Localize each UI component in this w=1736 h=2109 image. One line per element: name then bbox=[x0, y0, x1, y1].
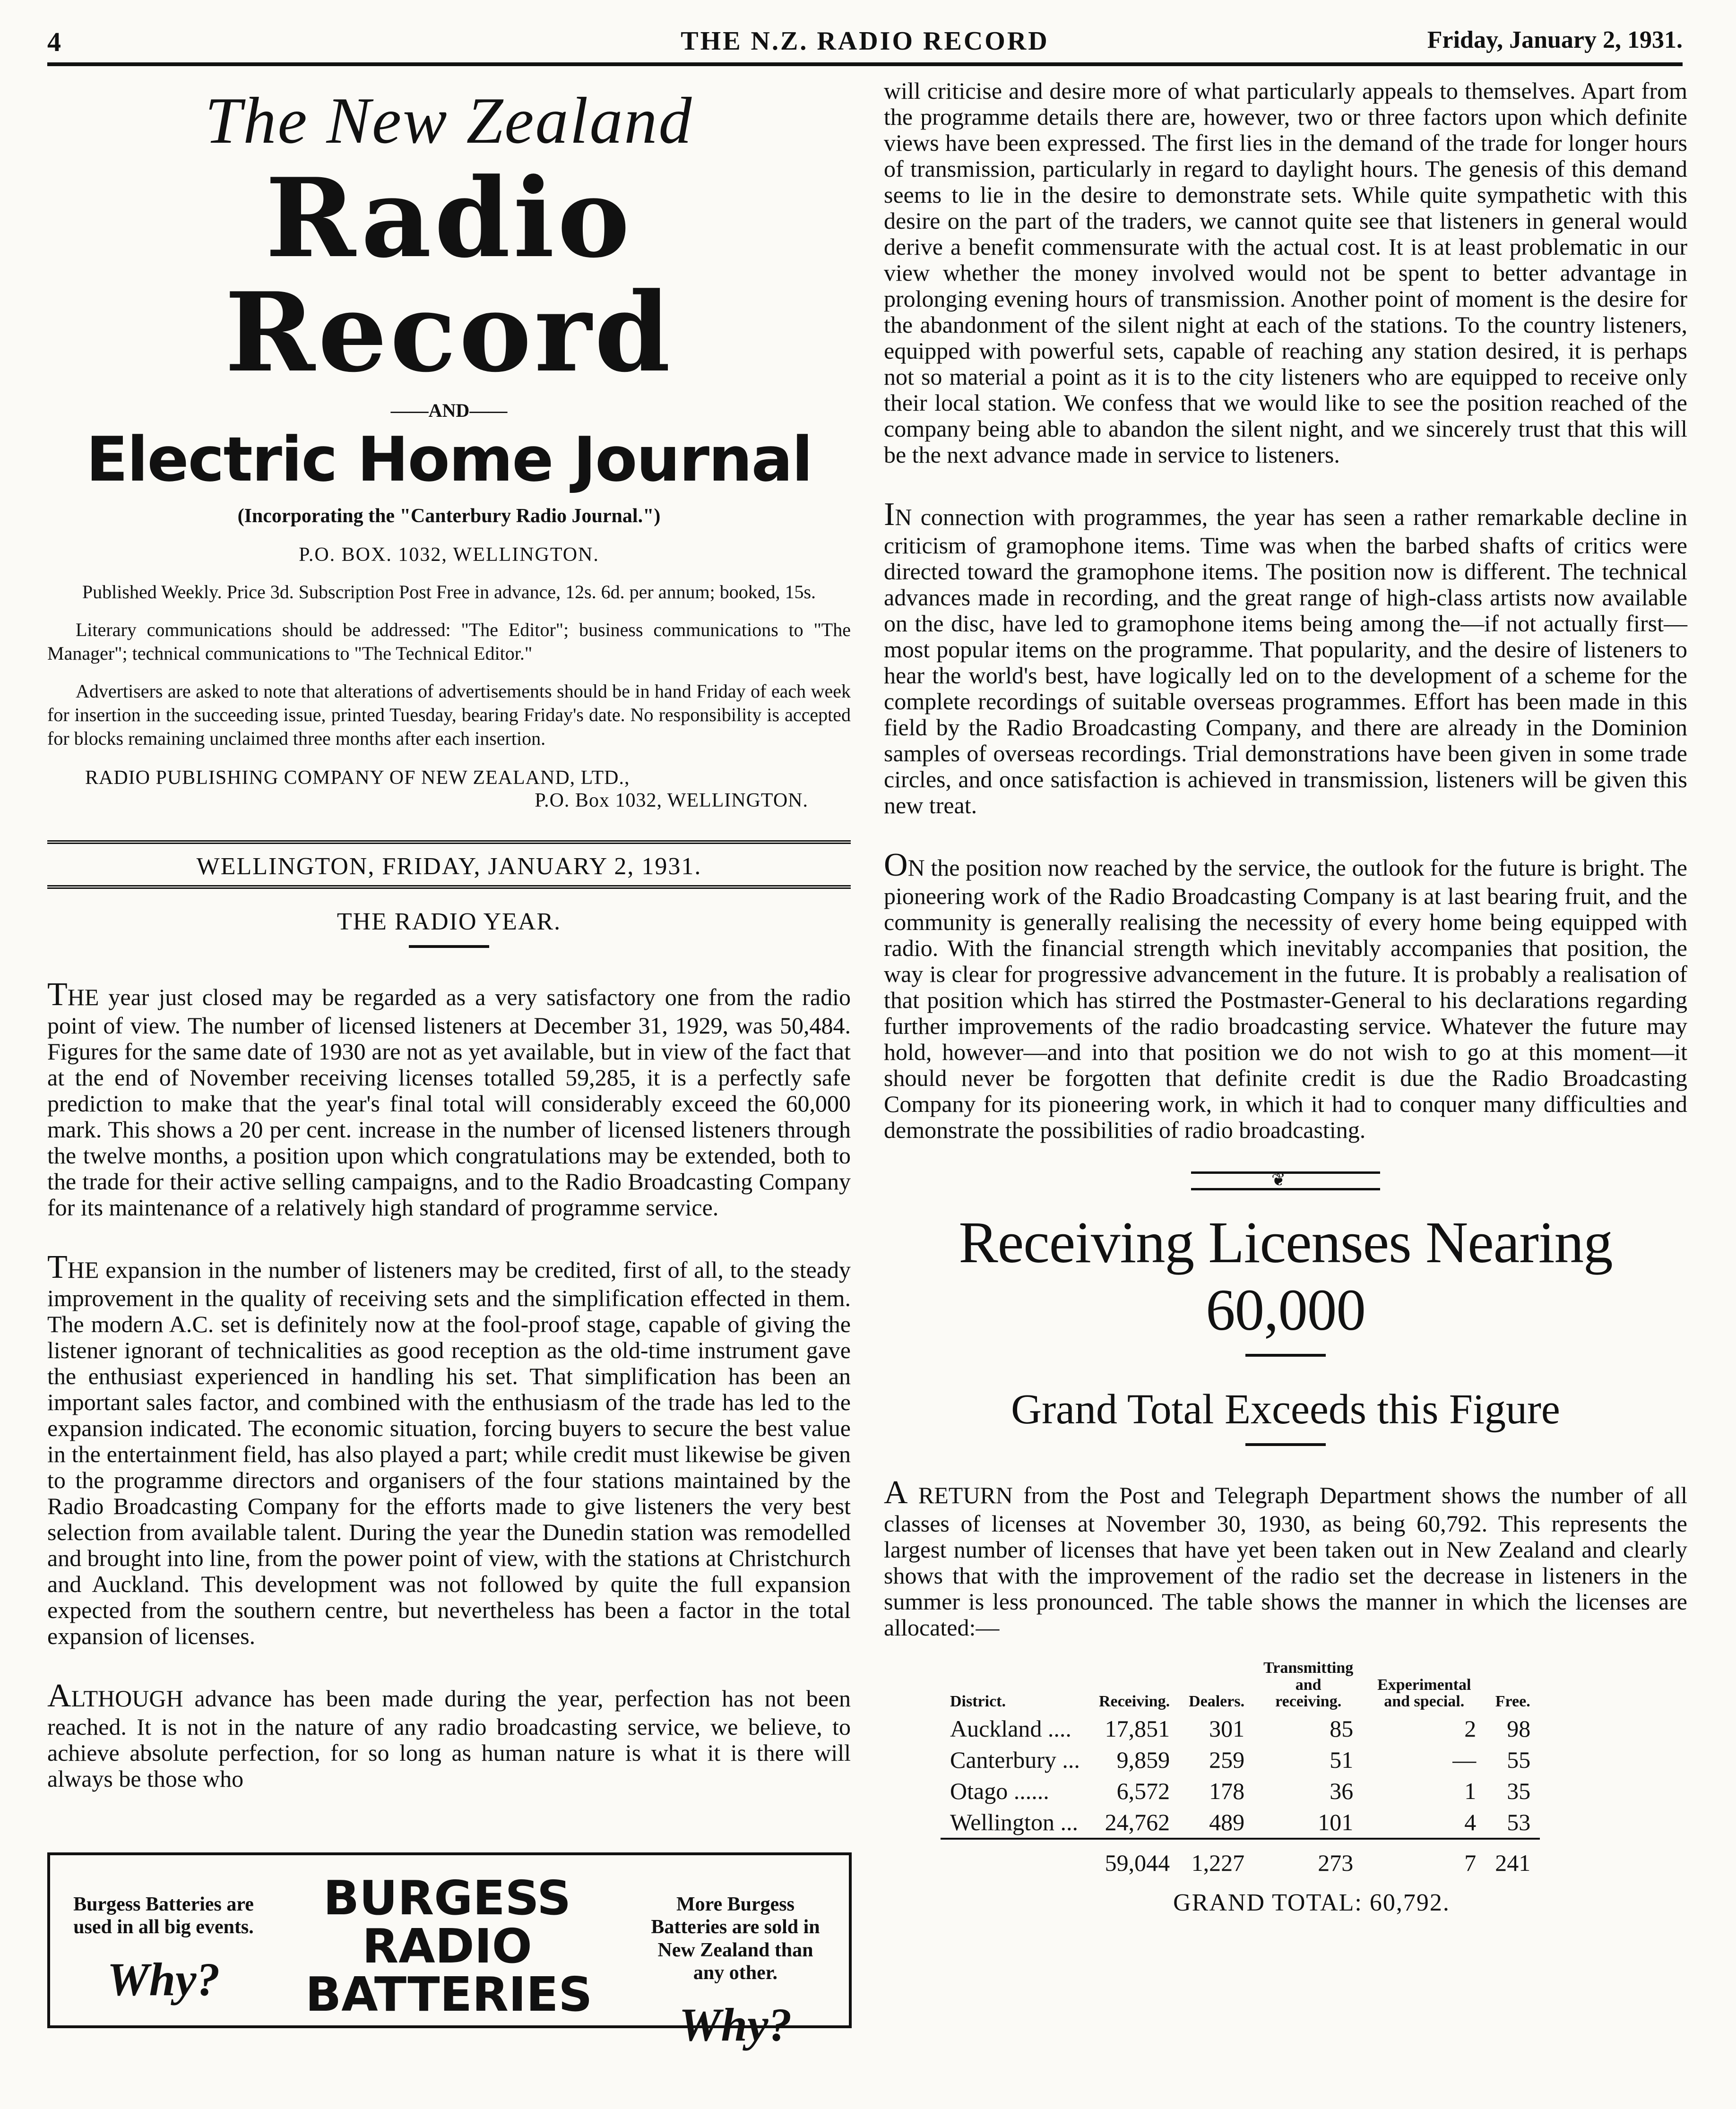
publisher-address: P.O. Box 1032, WELLINGTON. bbox=[535, 790, 808, 811]
ad-right-text: More Burgess Batteries are sold in New Zealand than any other. bbox=[651, 1894, 820, 1984]
paragraph-6 bbox=[884, 847, 1687, 1143]
table-row bbox=[941, 1744, 1540, 1775]
paragraph-4: will criticise and desire more of what particularly appeals to themselves. Apart from the programme details there are, however, two or three factors upon which definite views have been expressed. The first lies in the demand of the trade for longer hours of transmission, particularly in regard to daylight hours. The genesis of this demand seems to lie in the desire to demonstrate sets. While quite sympathetic with this desire on the part of the traders, we cannot quite see that listeners in general would derive a benefit commensurate with the actual cost. It is at least problematic in our view whether the money involved would not be spent to better advantage in prolonging evening hours of transmission. Another point of moment is the desire for the abandonment of the silent night at each of the stations. To the country listeners, equipped with powerful sets, capable of reaching any station desired, it is perhaps not so material a point as it is to the city listeners who are equipped to receive only their local station. We confess that we would like to see the position reached of the company being able to abandon the silent night, and we sincerely trust that this will be the next advance made in service to listeners. bbox=[884, 77, 1687, 468]
col-transmitting: Transmitting and receiving. bbox=[1263, 1659, 1354, 1711]
table-cell: 7 bbox=[1363, 1839, 1486, 1878]
advertisers-notice bbox=[47, 680, 851, 750]
drop-cap: A bbox=[884, 1474, 908, 1511]
ad-right-why: Why? bbox=[679, 1998, 792, 2051]
table-cell: 241 bbox=[1486, 1839, 1540, 1878]
table-cell: 35 bbox=[1507, 1778, 1531, 1805]
paragraph-text: RETURN from the Post and Telegraph Department shows the number of all classes of licenses at November 30, 1930, as being 60,792. This represents the largest number of licenses that have yet been taken out in New Zealand and clearly shows that with the improvement of the radio set the decrease in listeners in the summer is less pronounced. The table shows the manner in which the licenses are allocated:— bbox=[884, 1482, 1687, 1641]
table-cell: — bbox=[1452, 1747, 1477, 1773]
communications-notice bbox=[47, 618, 851, 665]
table-row bbox=[941, 1775, 1540, 1807]
drop-cap: T bbox=[47, 976, 68, 1013]
table-cell: Wellington ... bbox=[950, 1809, 1078, 1836]
drop-cap: A bbox=[47, 1678, 71, 1714]
col-free: Free. bbox=[1495, 1693, 1530, 1711]
ad-left-text: Burgess Batteries are used in all big events. bbox=[73, 1894, 254, 1938]
paragraph-2 bbox=[47, 1249, 851, 1649]
masthead-and: ——AND—— bbox=[390, 400, 508, 421]
running-head bbox=[47, 21, 1683, 64]
table-cell: Otago ...... bbox=[950, 1778, 1049, 1805]
licenses-table bbox=[884, 1660, 1687, 1917]
table-cell: 1 bbox=[1464, 1778, 1477, 1805]
ad-brand-radio: RADIO bbox=[362, 1919, 532, 1974]
paragraph-text: HE year just closed may be regarded as a very satisfactory one from the radio point of view. The number of licensed listeners at December 31, 1929, was 50,484. Figures for the same date of 1930 are not as yet available, but in view of the fact that at the end of November receiving licenses totalled 59,285, it is a perfectly safe prediction to make that the year's final total will considerably exceed the 60,000 mark. This shows a 20 per cent. increase in the number of licensed listeners through the twelve months, a position upon which congratulations may be extended, both to the trade for their active selling campaigns, and to the Radio Broadcasting Company for its maintenance of a relatively high standard of programme service. bbox=[47, 984, 851, 1221]
col-district: District. bbox=[950, 1693, 1006, 1711]
masthead-po-box: P.O. BOX. 1032, WELLINGTON. bbox=[299, 544, 599, 566]
ad-left-why: Why? bbox=[107, 1953, 220, 2006]
masthead bbox=[47, 83, 851, 566]
article-body-right bbox=[884, 78, 1687, 1143]
table-cell: Canterbury ... bbox=[950, 1747, 1080, 1773]
table-cell bbox=[941, 1839, 1089, 1878]
ad-brand: BURGESS bbox=[323, 1870, 571, 1926]
ad-right-panel bbox=[641, 1893, 830, 2052]
table-cell: 1,227 bbox=[1179, 1839, 1254, 1878]
masthead-radio-record: Radio Record bbox=[225, 155, 674, 396]
table-cell: 2 bbox=[1464, 1715, 1477, 1742]
table-cell: Auckland .... bbox=[950, 1715, 1071, 1742]
publication-name: THE N.Z. RADIO RECORD bbox=[681, 26, 1049, 56]
paragraph-1 bbox=[47, 976, 851, 1221]
title-rule bbox=[409, 945, 489, 948]
drop-cap: I bbox=[884, 496, 895, 533]
publisher-name: RADIO PUBLISHING COMPANY OF NEW ZEALAND, LTD., bbox=[85, 767, 630, 789]
licenses-paragraph bbox=[884, 1474, 1687, 1641]
grand-total: GRAND TOTAL: 60,792. bbox=[1173, 1889, 1450, 1917]
dateline: WELLINGTON, FRIDAY, JANUARY 2, 1931. bbox=[47, 840, 851, 889]
table-cell: 98 bbox=[1507, 1715, 1531, 1742]
right-column bbox=[884, 78, 1687, 1917]
advertisers-text: Advertisers are asked to note that alterations of advertisements should be in hand Friday of each week for insertion in the succeeding issue, printed Tuesday, bearing Friday's date. No responsibility is accepted for blocks remaining unclaimed three months after each insertion. bbox=[47, 680, 851, 749]
table-cell: 301 bbox=[1209, 1715, 1245, 1742]
table-cell: 4 bbox=[1464, 1809, 1477, 1836]
table-cell: 59,044 bbox=[1089, 1839, 1179, 1878]
table-header-row bbox=[941, 1660, 1540, 1713]
article-title: THE RADIO YEAR. bbox=[337, 908, 561, 935]
table-row bbox=[941, 1713, 1540, 1744]
ad-brand-batteries: BATTERIES bbox=[305, 1967, 593, 2022]
drop-cap: T bbox=[47, 1249, 68, 1285]
table-cell: 24,762 bbox=[1105, 1809, 1170, 1836]
table-cell: 6,572 bbox=[1116, 1778, 1170, 1805]
table-cell: 178 bbox=[1209, 1778, 1245, 1805]
table-row bbox=[941, 1807, 1540, 1839]
col-receiving: Receiving. bbox=[1098, 1693, 1170, 1711]
headline-rule bbox=[1245, 1354, 1326, 1357]
ad-center-logo bbox=[305, 1870, 593, 2022]
subscription-notice: Published Weekly. Price 3d. Subscription Post Free in advance, 12s. 6d. per annum; booked, 15s. bbox=[82, 581, 816, 603]
table-totals-row bbox=[941, 1839, 1540, 1878]
table-cell: 17,851 bbox=[1105, 1715, 1170, 1742]
table-cell: 36 bbox=[1330, 1778, 1354, 1805]
table-cell: 259 bbox=[1209, 1747, 1245, 1773]
burgess-advertisement bbox=[47, 1852, 852, 2051]
licenses-headline: Receiving Licenses Nearing 60,000 bbox=[959, 1210, 1613, 1343]
drop-cap: O bbox=[884, 847, 908, 883]
paragraph-text: LTHOUGH advance has been made during the year, perfection has not been reached. It is not in the nature of any radio broadcasting service, we believe, to achieve absolute perfection, for so long as human nature is what it is there will always be those who bbox=[47, 1685, 851, 1792]
subhead-rule bbox=[1245, 1443, 1326, 1446]
table-cell: 51 bbox=[1330, 1747, 1354, 1773]
table-cell: 9,859 bbox=[1116, 1747, 1170, 1773]
table-cell: 489 bbox=[1209, 1809, 1245, 1836]
table-cell: 55 bbox=[1507, 1747, 1531, 1773]
table-cell: 53 bbox=[1507, 1809, 1531, 1836]
paragraph-text: N the position now reached by the service, the outlook for the future is bright. The pioneering work of the Radio Broadcasting Company is at last bearing fruit, and the community is generally realising the necessity of every home being equipped with radio. With the financial strength which inevitably accompanies that position, the way is clear for progressive advancement in the future. It is probably a realisation of that position which has stirred the Postmaster-General to his declarations regarding further improvements of the radio broadcasting service. Whatever the future may hold, however—and into that position we do not wish to go at this moment—it should never be forgotten that definite credit is due the Radio Broadcasting Company for its pioneering work, in which it had to conquer many difficulties and demonstrate the possibilities of radio broadcasting. bbox=[884, 854, 1687, 1143]
communications-text: Literary communications should be addressed: "The Editor"; business communications to "The Manager"; technical communications to "The Technical Editor." bbox=[47, 619, 851, 664]
table-cell: 85 bbox=[1330, 1715, 1354, 1742]
ornament-divider bbox=[1191, 1171, 1380, 1190]
masthead-the-new-zealand: The New Zealand bbox=[205, 84, 693, 157]
col-dealers: Dealers. bbox=[1189, 1693, 1245, 1711]
col-experimental: Experimental and special. bbox=[1377, 1676, 1471, 1711]
paragraph-text: HE expansion in the number of listeners may be credited, first of all, to the steady improvement in the quality of receiving sets and the simplification effected in them. The modern A.C. set is definitely now at the fool-proof stage, capable of giving the listener ignorant of technicalities as good reception as the old-time instrument gave the enthusiast experienced in handling his set. That simplification has been an important sales factor, and combined with the enthusiasm of the trade has led to the expansion indicated. The economic situation, forcing buyers to secure the best value in the entertainment field, has also played a part; while credit must likewise be given to the programme directors and organisers of the four stations maintained by the Radio Broadcasting Company for the efforts made to give listeners the very best selection from available talent. During the year the Dunedin station was remodelled and brought into line, from the power point of view, with the stations at Christchurch and Auckland. This development was not followed by quite the full expansion expected from the southern centre, but nevertheless has been a factor in the total expansion of licenses. bbox=[47, 1257, 851, 1649]
left-column bbox=[47, 78, 851, 1792]
ornament-icon: ❦ bbox=[1271, 1171, 1286, 1189]
header-rule bbox=[47, 62, 1683, 66]
table-cell: 273 bbox=[1254, 1839, 1363, 1878]
masthead-incorporating: (Incorporating the "Canterbury Radio Journal.") bbox=[237, 505, 661, 527]
ad-left-panel bbox=[69, 1893, 258, 2006]
paragraph-text: N connection with programmes, the year has seen a rather remarkable decline in criticism of gramophone items. Time was when the barbed shafts of critics were directed toward the gramophone items. The position now is different. The technical advances made in recording, and the great range of high-class artists now available on the disc, have led to gramophone items being among the—if not actually first—most popular items on the programme. That popularity, and the desire of listeners to hear the world's best, have logically led on to the development of a scheme for the complete recordings of suitable overseas programmes. Effort has been made in this field by the Radio Broadcasting Company, and there are already in the Dominion samples of overseas recordings. Trial demonstrations have been given in some trade circles, and once satisfaction is achieved in transmission, listeners will be given this new treat. bbox=[884, 504, 1687, 818]
table-cell: 101 bbox=[1318, 1809, 1354, 1836]
masthead-electric-home-journal: Electric Home Journal bbox=[86, 423, 812, 495]
page-number: 4 bbox=[47, 26, 61, 57]
licenses-intro bbox=[884, 1474, 1687, 1641]
issue-date: Friday, January 2, 1931. bbox=[1427, 26, 1683, 53]
paragraph-5 bbox=[884, 496, 1687, 818]
publisher-block bbox=[47, 766, 851, 812]
paragraph-3 bbox=[47, 1678, 851, 1792]
licenses-subhead: Grand Total Exceeds this Figure bbox=[1011, 1386, 1560, 1433]
article-body-left bbox=[47, 976, 851, 1792]
